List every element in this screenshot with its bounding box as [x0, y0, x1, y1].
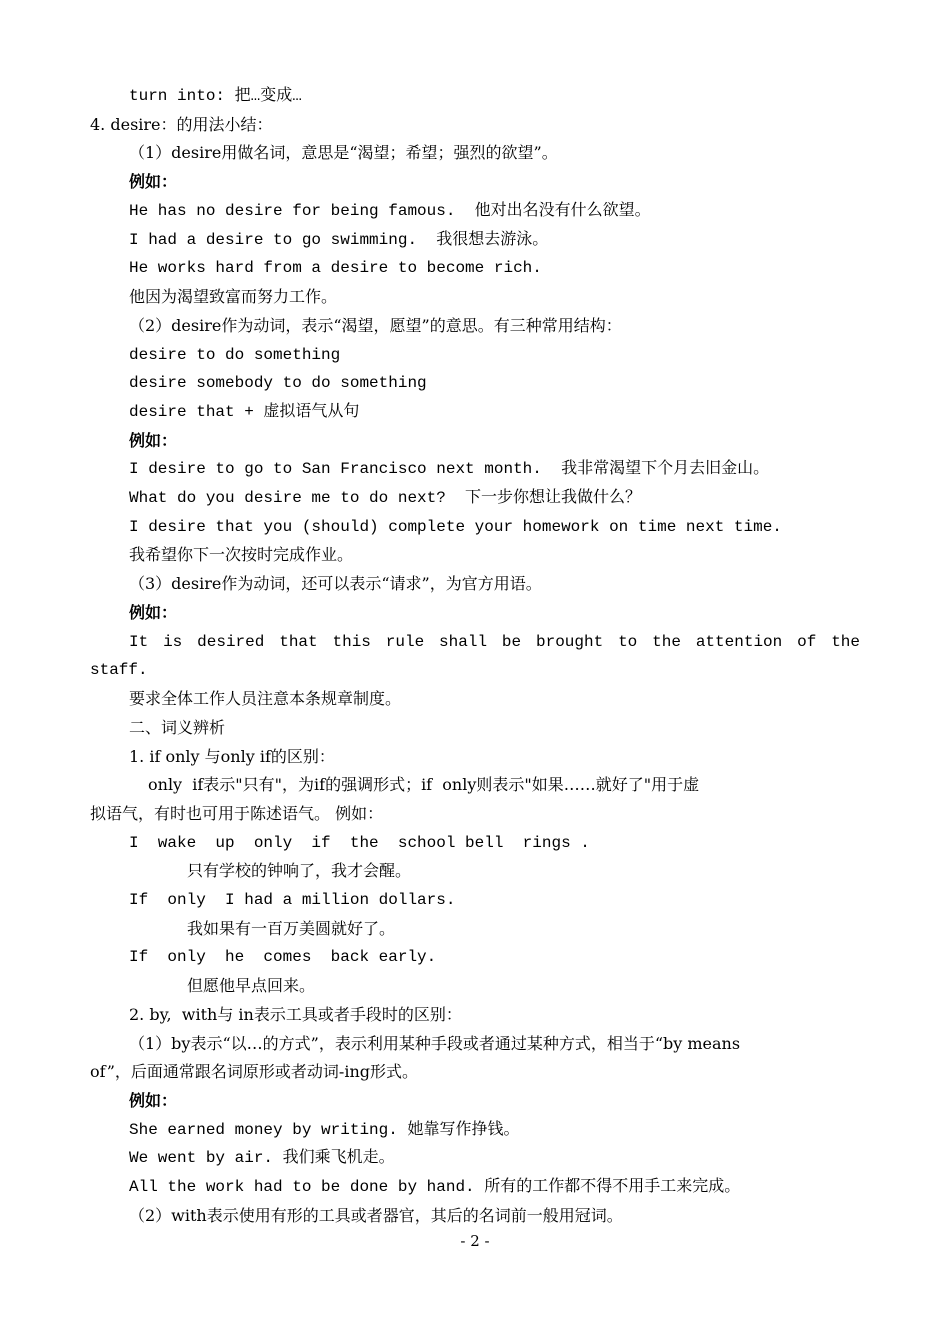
- example-sentence: I desire that you (should) complete your homework on time next time.: [129, 518, 782, 536]
- example-sentence: If only he comes back early.: [129, 948, 437, 966]
- example-label: 例如：: [129, 431, 178, 450]
- example-label: 例如：: [129, 1091, 178, 1110]
- text-line: （2）desire作为动词，表示“渴望，愿望”的意思。有三种常用结构：: [129, 316, 622, 335]
- structure-line: desire to do something: [129, 346, 341, 364]
- text-line: （3）desire作为动词，还可以表示“请求”，为官方用语。: [129, 574, 542, 593]
- example-sentence: What do you desire me to do next? 下一步你想让我做什么？: [129, 489, 642, 507]
- translation: 但愿他早点回来。: [187, 976, 316, 995]
- example-sentence: He has no desire for being famous. 他对出名没有什么欲望。: [129, 202, 651, 220]
- structure-line: desire that + 虚拟语气从句: [129, 403, 360, 421]
- text-line: only if表示"只有"，为if的强调形式；if only则表示"如果……就好了"用于虚: [148, 775, 700, 794]
- page-number: - 2 -: [460, 1232, 490, 1250]
- example-sentence: It is desired that this rule shall be brought to the attention of the: [129, 633, 860, 651]
- example-sentence: I had a desire to go swimming. 我很想去游泳。: [129, 231, 549, 249]
- translation: 我希望你下一次按时完成作业。: [129, 545, 354, 564]
- translation: 他因为渴望致富而努力工作。: [129, 287, 338, 306]
- text-line: （1）by表示“以…的方式”，表示利用某种手段或者通过某种方式，相当于“by means: [129, 1034, 741, 1053]
- example-sentence: I desire to go to San Francisco next month. 我非常渴望下个月去旧金山。: [129, 460, 770, 478]
- translation: 只有学校的钟响了，我才会醒。: [187, 861, 412, 880]
- subsection-heading: 1. if only 与only if的区别：: [129, 747, 335, 766]
- section-heading: 二、词义辨析: [129, 718, 226, 737]
- example-sentence-continued: staff.: [90, 661, 148, 679]
- text-line: turn into: 把…变成…: [129, 87, 302, 105]
- text-line: （1）desire用做名词，意思是“渴望；希望；强烈的欲望”。: [129, 143, 558, 162]
- example-sentence: She earned money by writing. 她靠写作挣钱。: [129, 1121, 520, 1139]
- example-label: 例如：: [129, 172, 178, 191]
- translation: 要求全体工作人员注意本条规章制度。: [129, 689, 402, 708]
- example-label: 例如：: [129, 603, 178, 622]
- text-line: of”，后面通常跟名词原形或者动词-ing形式。: [90, 1062, 418, 1081]
- text-line: 拟语气，有时也可用于陈述语气。 例如：: [90, 804, 384, 823]
- example-sentence: He works hard from a desire to become rich.: [129, 259, 542, 277]
- example-sentence: I wake up only if the school bell rings .: [129, 834, 590, 852]
- text-line: （2）with表示使用有形的工具或者器官，其后的名词前一般用冠词。: [129, 1206, 623, 1225]
- subsection-heading: 2. by, with与 in表示工具或者手段时的区别：: [129, 1005, 462, 1024]
- example-sentence: We went by air. 我们乘飞机走。: [129, 1149, 395, 1167]
- example-sentence: All the work had to be done by hand. 所有的工作都不得不用手工来完成。: [129, 1178, 741, 1196]
- section-heading: 4. desire：的用法小结：: [90, 115, 273, 134]
- structure-line: desire somebody to do something: [129, 374, 427, 392]
- example-sentence: If only I had a million dollars.: [129, 891, 456, 909]
- translation: 我如果有一百万美圆就好了。: [187, 919, 396, 938]
